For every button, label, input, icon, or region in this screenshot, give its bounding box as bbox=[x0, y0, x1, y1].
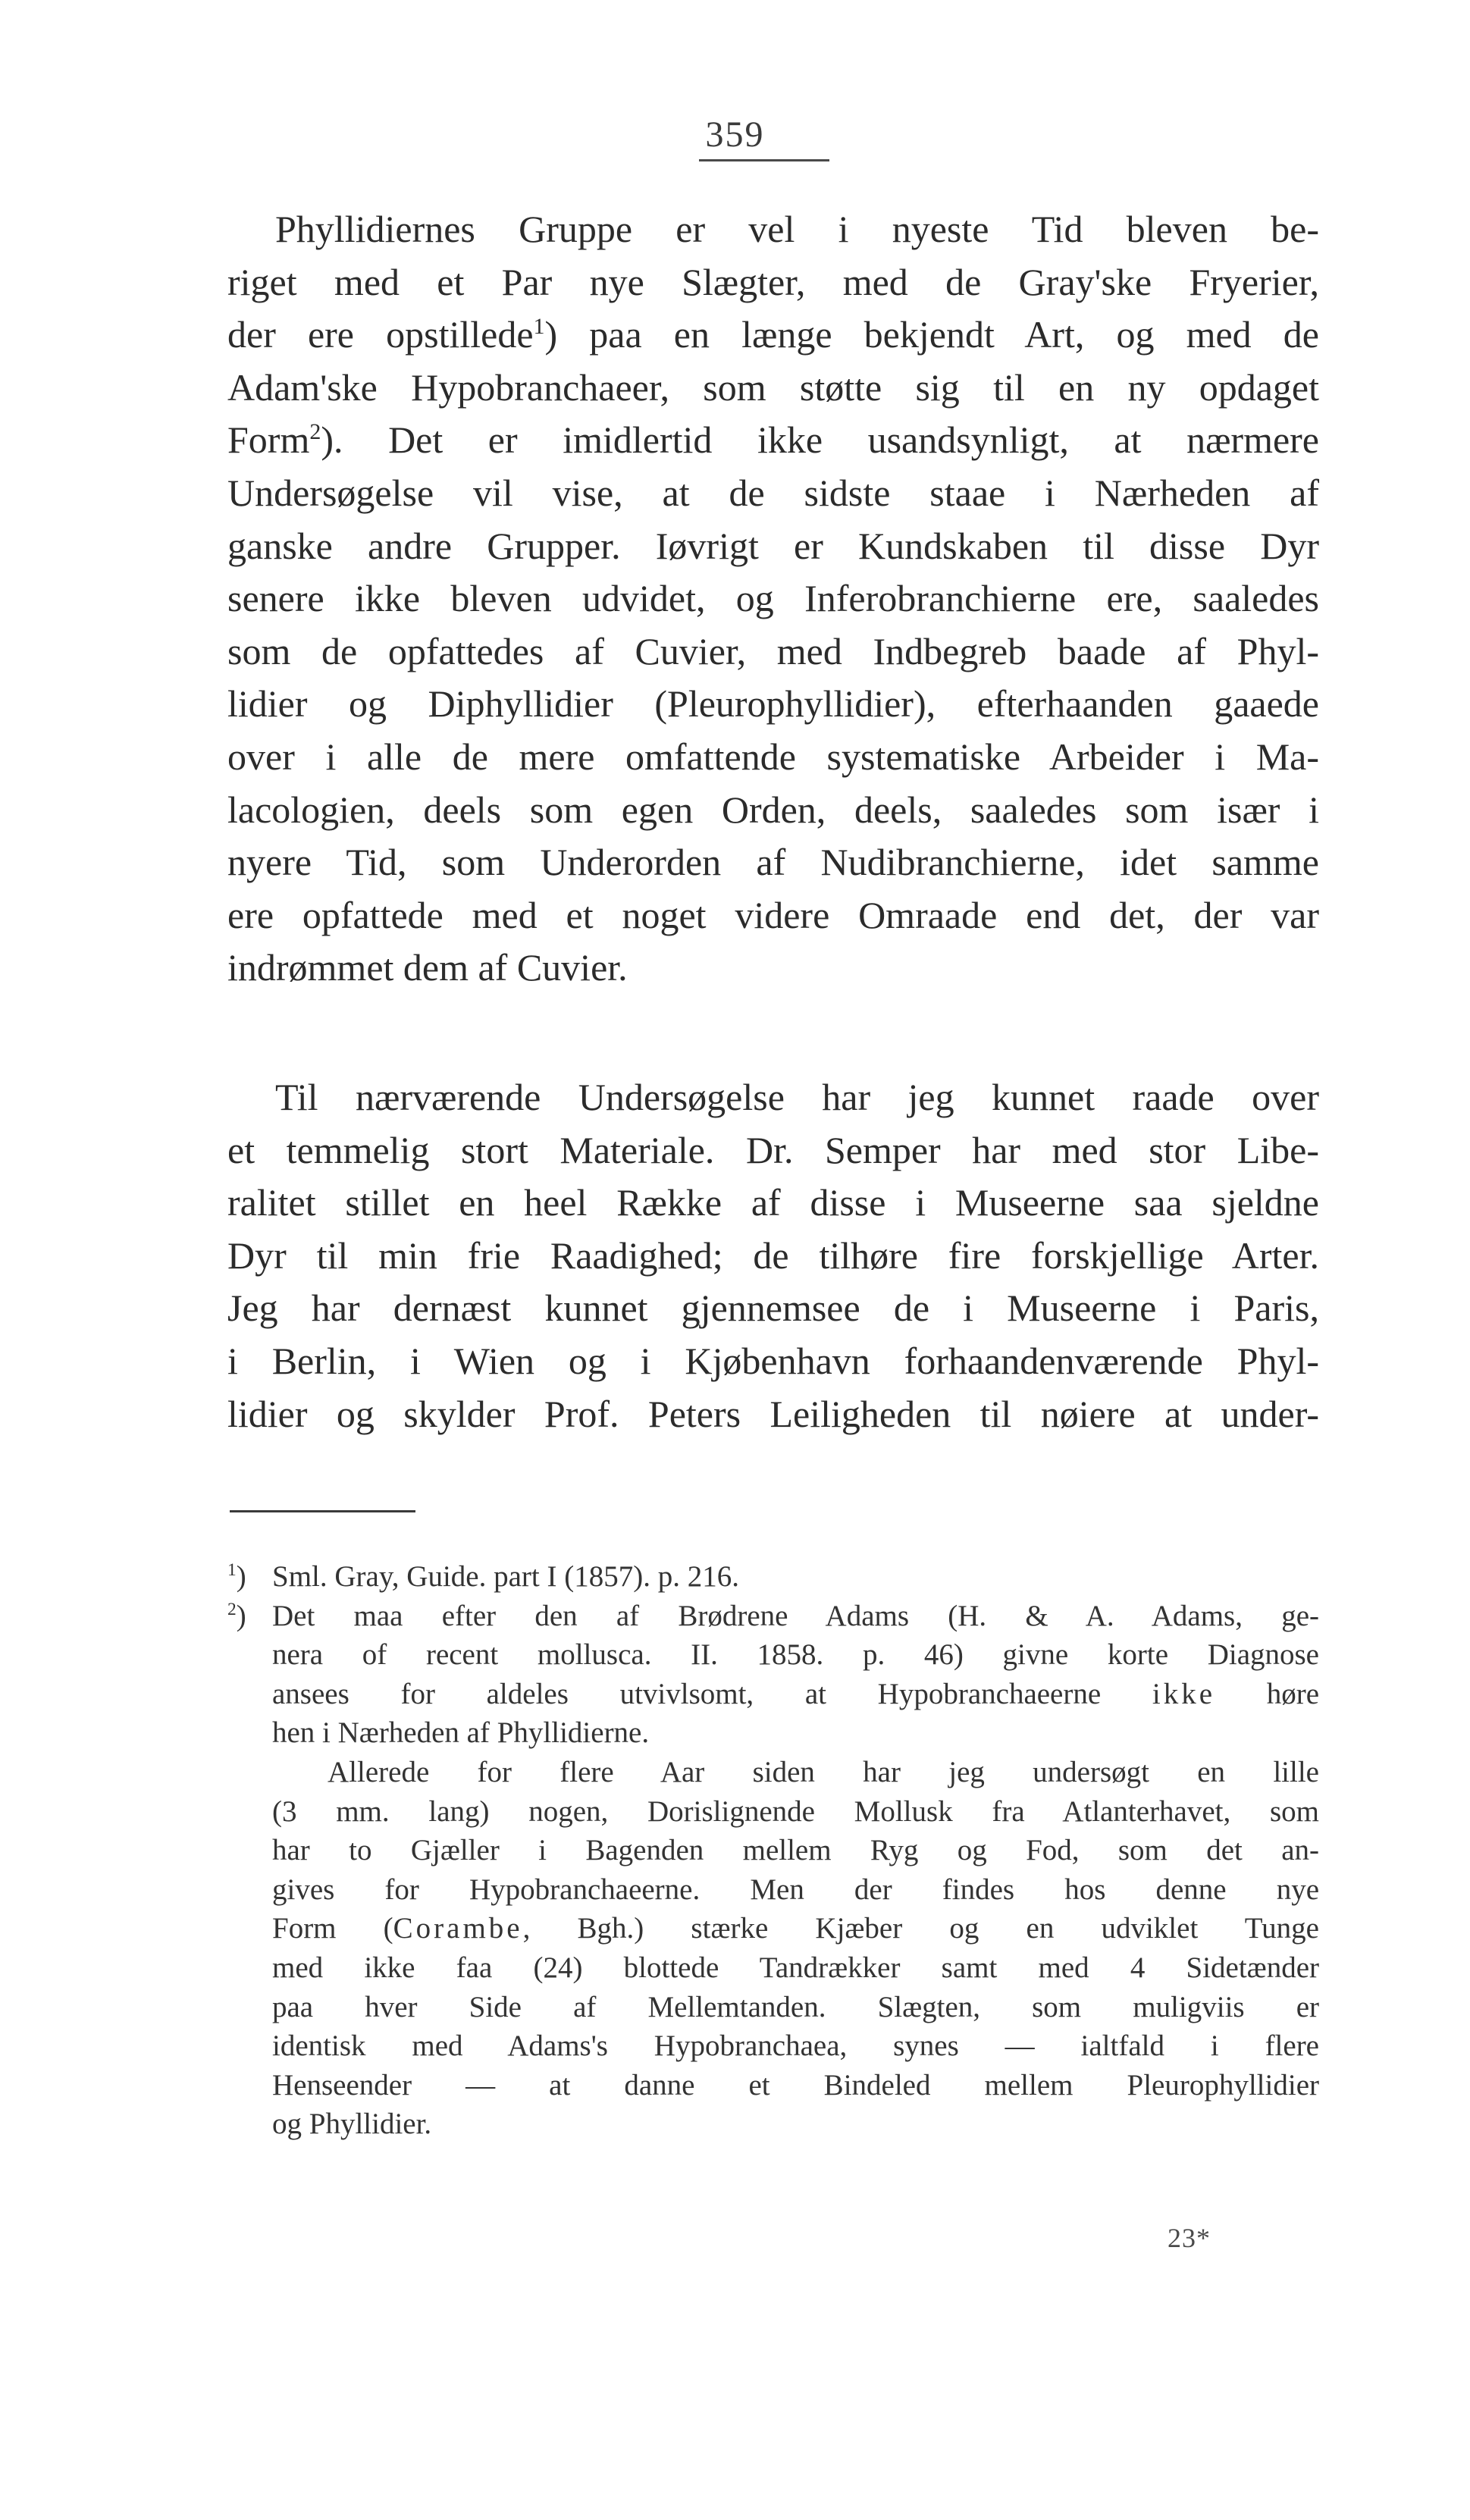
text-line bbox=[227, 309, 1319, 362]
text-line: Til nærværende Undersøgelse har jeg kunnet raade over bbox=[275, 1076, 1319, 1118]
footnote-2-line: nera of recent mollusca. II. 1858. p. 46) givne korte Diagnose bbox=[272, 1638, 1319, 1672]
page-number: 359 bbox=[705, 114, 765, 155]
footnote-mark-1 bbox=[227, 1557, 272, 1597]
footnote-2-line bbox=[227, 1675, 1319, 1714]
footnote-ref-2: 2 bbox=[309, 419, 321, 445]
text-line: indrømmet dem af Cuvier. bbox=[227, 946, 628, 989]
text-line: Undersøgelse vil vise, at de sidste staae i Nærheden af bbox=[227, 471, 1319, 514]
text-fragment: ) paa en længe bekjendt Art, og med de bbox=[544, 313, 1319, 356]
text-line: Jeg har dernæst kunnet gjennemsee de i Museerne i Paris, bbox=[227, 1287, 1319, 1330]
footnote-text: Sml. Gray, Guide. part I (1857). p. 216. bbox=[272, 1560, 739, 1593]
footnote-2-line: identisk med Adams's Hypobranchaea, synes — ialtfald i flere bbox=[272, 2029, 1319, 2063]
footnote-2-line: med ikke faa (24) blottede Tandrækker samt med 4 Sidetænder bbox=[272, 1951, 1319, 1984]
signature-mark: 23* bbox=[1168, 2223, 1211, 2253]
footnote-mark-paren: ) bbox=[236, 1599, 246, 1632]
footnote-2-line: hen i Nærheden af Phyllidierne. bbox=[272, 1716, 650, 1750]
footnote-2-line bbox=[227, 1909, 1319, 1948]
text-line: lidier og skylder Prof. Peters Leiligheden til nøiere at under- bbox=[227, 1392, 1319, 1435]
footnote-1 bbox=[227, 1557, 1319, 1597]
text-fragment: , Bgh.) stærke Kjæber og en udviklet Tunge bbox=[522, 1912, 1319, 1945]
footnotes bbox=[227, 1557, 1319, 2144]
text-line: ere opfattede med et noget videre Omraade end det, der var bbox=[227, 893, 1319, 936]
footnote-2-line: (3 mm. lang) nogen, Dorislignende Mollusk fra Atlanterhavet, som bbox=[272, 1794, 1319, 1828]
text-line bbox=[227, 414, 1319, 467]
text-line: lidier og Diphyllidier (Pleurophyllidier), efterhaanden gaaede bbox=[227, 682, 1319, 726]
text-line: ganske andre Grupper. Iøvrigt er Kundskaben til disse Dyr bbox=[227, 524, 1319, 567]
paragraph-1 bbox=[227, 203, 1319, 995]
text-line: i Berlin, i Wien og i Kjøbenhavn forhaandenværende Phyl- bbox=[227, 1339, 1319, 1382]
footnote-mark-paren: ) bbox=[236, 1560, 246, 1593]
footnote-2-line: Henseender — at danne et Bindeled mellem Pleurophyllidier bbox=[272, 2068, 1319, 2102]
footnote-ref-1: 1 bbox=[533, 314, 545, 340]
emphasis-text: ikke bbox=[1152, 1677, 1216, 1710]
text-fragment: høre bbox=[1266, 1677, 1320, 1710]
footnote-mark-number: 2 bbox=[227, 1599, 237, 1619]
footnote-mark-2 bbox=[227, 1597, 272, 1636]
footnote-2-line: paa hver Side af Mellemtanden. Slægten, som muligviis er bbox=[272, 1990, 1319, 2023]
text-fragment: der ere opstillede bbox=[227, 313, 534, 356]
footnote-separator bbox=[230, 1510, 415, 1512]
text-line: Adam'ske Hypobranchaeer, som støtte sig til en ny opdaget bbox=[227, 365, 1319, 409]
page-number-rule bbox=[699, 159, 829, 161]
text-line: nyere Tid, som Underorden af Nudibranchierne, idet samme bbox=[227, 841, 1319, 884]
text-line: lacologien, deels som egen Orden, deels, saaledes som især i bbox=[227, 788, 1319, 831]
text-fragment: Form ( bbox=[272, 1912, 393, 1945]
text-line: over i alle de mere omfattende systematiske Arbeider i Ma- bbox=[227, 735, 1319, 778]
footnote-text: Det maa efter den af Brødrene Adams (H. & A. Adams, ge- bbox=[272, 1599, 1319, 1632]
footnote-2-line: Allerede for flere Aar siden har jeg undersøgt en lille bbox=[328, 1755, 1319, 1788]
paragraph-2 bbox=[227, 1071, 1319, 1440]
text-line: Dyr til min frie Raadighed; de tilhøre fire forskjellige Arter. bbox=[227, 1233, 1319, 1277]
text-fragment: Form bbox=[227, 418, 310, 462]
genus-name: Corambe bbox=[393, 1912, 523, 1945]
text-fragment: ). Det er imidlertid ikke usandsynligt, at nærmere bbox=[321, 418, 1319, 462]
text-line: riget med et Par nye Slægter, med de Gray'ske Fryerier, bbox=[227, 260, 1319, 303]
footnote-2-line: har to Gjæller i Bagenden mellem Ryg og Fod, som det an- bbox=[272, 1834, 1319, 1867]
footnote-2-line bbox=[227, 1597, 1319, 1636]
text-line: Phyllidiernes Gruppe er vel i nyeste Tid bleven be- bbox=[275, 208, 1319, 250]
footnote-mark-number: 1 bbox=[227, 1559, 237, 1580]
footnote-2-line: gives for Hypobranchaeerne. Men der findes hos denne nye bbox=[272, 1873, 1319, 1906]
text-line: senere ikke bleven udvidet, og Inferobranchierne ere, saaledes bbox=[227, 577, 1319, 620]
text-line: et temmelig stort Materiale. Dr. Semper har med stor Libe- bbox=[227, 1128, 1319, 1171]
text-line: som de opfattedes af Cuvier, med Indbegreb baade af Phyl- bbox=[227, 629, 1319, 672]
text-line: ralitet stillet en heel Række af disse i Museerne saa sjeldne bbox=[227, 1181, 1319, 1224]
footnote-2-line: og Phyllidier. bbox=[272, 2108, 432, 2141]
text-fragment: ansees for aldeles utvivlsomt, at Hypobranchaeerne bbox=[272, 1677, 1102, 1710]
